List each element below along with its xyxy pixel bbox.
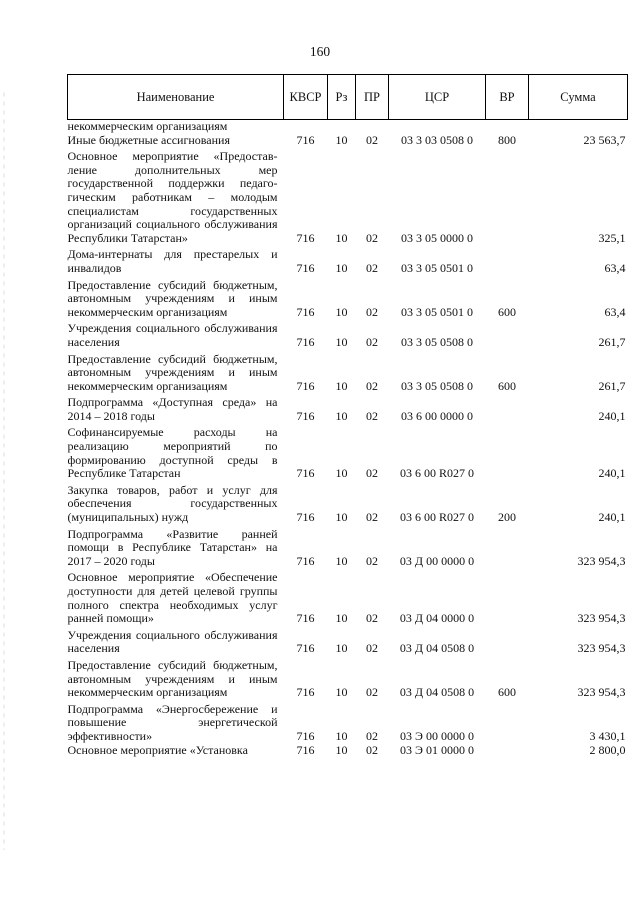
row-spacer (68, 757, 628, 760)
row-vr-cell (486, 248, 529, 275)
row-rz-cell: 10 (335, 685, 348, 700)
table-row (68, 426, 628, 480)
row-kvsr-cell: 716 (296, 611, 315, 626)
row-sum-cell: 240,1 (598, 510, 626, 525)
row-csr-cell: 03 Д 04 0000 0 (399, 611, 475, 626)
row-rz-cell: 10 (335, 230, 348, 245)
row-sum-cell: 325,1 (598, 230, 626, 245)
row-name-cell: Закупка товаров, работ и услуг для обеспечения государственных (муниципальных) нужд (67, 482, 278, 525)
row-name-cell: Основное мероприятие «Установка (67, 742, 248, 757)
row-sum-cell: 240,1 (598, 466, 626, 481)
row-pr-cell: 02 (366, 728, 378, 743)
row-name-cell: Учреждения социального обслуживания населения (67, 627, 278, 656)
row-rz-cell: 10 (335, 408, 348, 423)
row-csr-cell: 03 3 03 0508 0 (401, 132, 473, 147)
table-row (68, 353, 628, 394)
row-kvsr-cell: 716 (296, 510, 315, 525)
row-vr-cell (486, 150, 529, 245)
row-kvsr-cell: 716 (296, 132, 315, 147)
header-vr: ВР (486, 75, 529, 120)
row-kvsr-cell: 716 (296, 334, 315, 349)
row-csr-cell: 03 6 00 R027 0 (399, 466, 474, 481)
row-rz-cell: 10 (335, 466, 348, 481)
row-pr-cell: 02 (366, 378, 378, 393)
row-csr-cell: 03 Д 04 0508 0 (399, 685, 475, 700)
row-vr-cell: 200 (498, 510, 516, 525)
row-rz-cell: 10 (335, 378, 348, 393)
row-csr-cell: 03 3 05 0501 0 (401, 304, 473, 319)
row-kvsr-cell: 716 (296, 553, 315, 568)
header-sum: Сумма (529, 75, 628, 120)
row-csr-cell: 03 Э 01 0000 0 (400, 742, 474, 757)
row-kvsr-cell: 716 (296, 260, 315, 275)
row-name-cell: Софинансируемые расходы на реализацию мероприятий по формированию доступной среды в Республике Татарстан (67, 425, 278, 481)
header-rz: Рз (328, 75, 356, 120)
row-pr-cell: 02 (366, 260, 378, 275)
row-kvsr-cell: 716 (296, 378, 315, 393)
row-vr-cell: 600 (498, 304, 516, 319)
row-kvsr-cell: 716 (296, 466, 315, 481)
row-rz-cell: 10 (335, 132, 348, 147)
row-sum-cell: 323 954,3 (577, 611, 626, 626)
table-row (68, 528, 628, 569)
row-pr-cell: 02 (366, 611, 378, 626)
table-row (68, 744, 628, 758)
table-row (68, 120, 628, 134)
row-rz-cell: 10 (335, 611, 348, 626)
row-vr-cell (486, 571, 529, 625)
row-csr-cell: 03 6 00 R027 0 (399, 510, 474, 525)
row-sum-cell: 323 954,3 (577, 553, 626, 568)
table-row (68, 150, 628, 245)
row-pr-cell: 02 (366, 408, 378, 423)
row-vr-cell (486, 528, 529, 569)
row-name-cell: Предоставление субсидий бюджетным, автономным учреждениям и иным некоммерческим организациям (67, 277, 278, 319)
row-sum-cell (529, 120, 628, 134)
row-sum-cell: 63,4 (604, 260, 626, 275)
row-pr-cell: 02 (366, 334, 378, 349)
table-row (68, 629, 628, 656)
row-sum-cell: 323 954,3 (577, 685, 626, 700)
row-sum-cell: 261,7 (598, 334, 626, 349)
row-pr-cell: 02 (366, 510, 378, 525)
row-name-cell: Подпрограмма «Доступная среда» на 2014 – 2018 годы (67, 395, 278, 423)
row-rz-cell: 10 (335, 510, 348, 525)
row-vr-cell (486, 426, 529, 480)
row-rz-cell: 10 (335, 641, 348, 656)
table-body (68, 120, 628, 761)
row-vr-cell (486, 322, 529, 349)
table-row (68, 396, 628, 423)
row-pr-cell (356, 120, 389, 134)
row-name-cell: Подпрограмма «Развитие ранней помощи в Республике Татарстан» на 2017 – 2020 годы (67, 526, 278, 568)
row-pr-cell: 02 (366, 641, 378, 656)
header-csr: ЦСР (389, 75, 486, 120)
row-name-cell: Подпрограмма «Энергосбережение и повышение энергетической эффективности» (67, 701, 278, 743)
row-name-cell: некоммерческим организациям (67, 119, 228, 133)
row-csr-cell: 03 3 05 0000 0 (401, 230, 473, 245)
row-csr-cell: 03 3 05 0508 0 (401, 334, 473, 349)
table-row (68, 322, 628, 349)
page-number: 160 (309, 44, 331, 59)
row-vr-cell (486, 703, 529, 744)
row-name-cell: Предоставление субсидий бюджетным, автономным учреждениям и иным некоммерческим организациям (67, 657, 278, 700)
budget-table (67, 74, 628, 760)
row-kvsr-cell: 716 (296, 742, 315, 757)
row-rz-cell: 10 (335, 553, 348, 568)
row-pr-cell: 02 (366, 304, 378, 319)
row-pr-cell: 02 (366, 685, 378, 700)
row-csr-cell: 03 3 05 0508 0 (401, 378, 473, 393)
row-name-cell: Дома-интернаты для престарелых и инвалидов (67, 247, 278, 275)
row-name-cell: Учреждения социального обслуживания населения (67, 321, 278, 349)
row-sum-cell: 323 954,3 (577, 641, 626, 656)
row-csr-cell: 03 6 00 0000 0 (401, 408, 473, 423)
row-csr-cell: 03 Э 00 0000 0 (400, 728, 474, 743)
table-row (68, 703, 628, 744)
header-pr: ПР (356, 75, 389, 120)
row-pr-cell: 02 (366, 230, 378, 245)
row-sum-cell: 63,4 (604, 304, 626, 319)
row-rz-cell: 10 (335, 742, 348, 757)
row-vr-cell: 600 (498, 685, 516, 700)
row-vr-cell (486, 629, 529, 656)
row-rz-cell: 10 (335, 304, 348, 319)
row-csr-cell: 03 3 05 0501 0 (401, 260, 473, 275)
row-name-cell: Основное мероприятие «Обеспечение доступности для детей целевой группы полного спектра необходимых услуг ранней помощи» (67, 570, 278, 626)
row-vr-cell (486, 396, 529, 423)
row-kvsr-cell: 716 (296, 230, 315, 245)
row-spacer-cell (68, 757, 628, 760)
table-row (68, 279, 628, 320)
row-csr-cell (389, 120, 486, 134)
row-csr-cell: 03 Д 04 0508 0 (399, 641, 475, 656)
row-sum-cell: 23 563,7 (583, 132, 626, 147)
row-kvsr-cell: 716 (296, 641, 315, 656)
row-pr-cell: 02 (366, 553, 378, 568)
header-row (68, 75, 628, 120)
row-pr-cell: 02 (366, 466, 378, 481)
table-row (68, 571, 628, 625)
row-rz-cell: 10 (335, 334, 348, 349)
row-sum-cell: 240,1 (598, 408, 626, 423)
table-row (68, 659, 628, 700)
row-rz-cell: 10 (335, 260, 348, 275)
row-vr-cell (486, 744, 529, 758)
table-row (68, 248, 628, 275)
table-row (68, 484, 628, 525)
row-kvsr-cell: 716 (296, 304, 315, 319)
row-vr-cell: 800 (498, 132, 516, 147)
row-name-cell: Предоставление субсидий бюджетным, автономным учреждениям и иным некоммерческим организациям (67, 351, 278, 393)
table-header (68, 75, 628, 120)
row-pr-cell: 02 (366, 742, 378, 757)
row-kvsr-cell: 716 (296, 728, 315, 743)
row-name-cell: Иные бюджетные ассигнования (67, 132, 230, 147)
scan-margin-artifact (3, 90, 5, 850)
header-kvsr: КВСР (284, 75, 328, 120)
row-pr-cell: 02 (366, 132, 378, 147)
row-kvsr-cell: 716 (296, 685, 315, 700)
row-sum-cell: 3 430,1 (589, 728, 626, 743)
row-csr-cell: 03 Д 00 0000 0 (399, 553, 475, 568)
header-name: Наименование (68, 75, 284, 120)
row-vr-cell (486, 120, 529, 134)
row-rz-cell: 10 (335, 728, 348, 743)
row-rz-cell (328, 120, 356, 134)
row-kvsr-cell: 716 (296, 408, 315, 423)
table-row (68, 134, 628, 148)
row-kvsr-cell (284, 120, 328, 134)
row-vr-cell: 600 (498, 378, 516, 393)
row-name-cell: Основное мероприятие «Предоставление дополнительных мер государственной поддержки педагогическим работникам – молодым специалистам государственных организаций социального обслуживания Республики Татарстан» (67, 149, 278, 245)
row-sum-cell: 261,7 (598, 378, 626, 393)
row-sum-cell: 2 800,0 (589, 742, 626, 757)
